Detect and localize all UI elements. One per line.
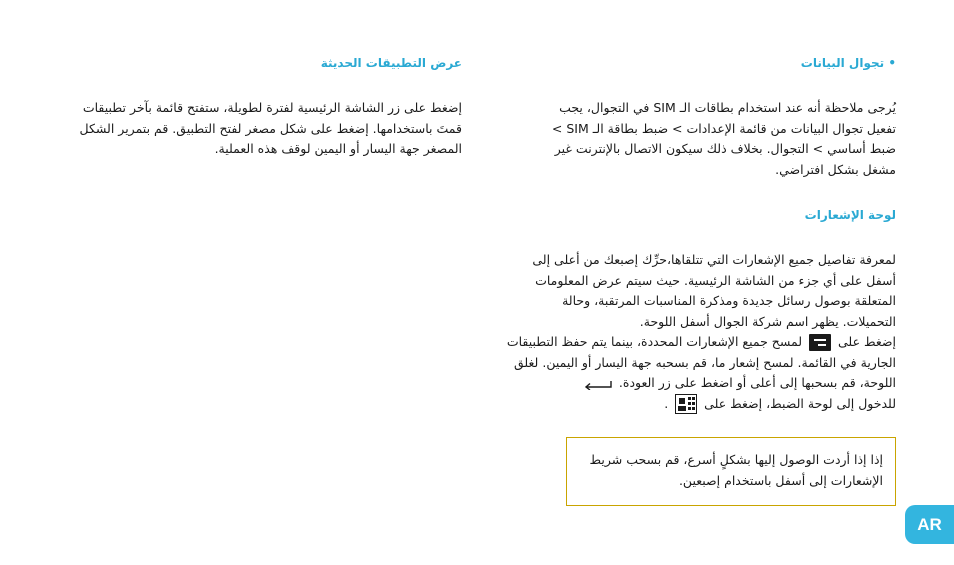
text-line: ضبط أساسي > التجوال. بخلاف ذلك سيكون الاتصال بالإنترنت غير xyxy=(554,141,896,156)
recent-apps-heading: عرض التطبيقات الحديثة xyxy=(320,56,462,70)
text-fragment: إضغط على xyxy=(838,334,896,349)
text-line: يُرجى ملاحظة أنه عند استخدام بطاقات الـ SIM في التجوال، يجب xyxy=(559,100,896,115)
text-line: الجارية في القائمة. لمسح إشعار ما، قم بسحبه جهة اليسار أو اليمين. لغلق xyxy=(513,354,896,370)
right-column xyxy=(500,50,896,414)
recent-apps-text xyxy=(60,98,462,160)
text-fragment: لمسح جميع الإشعارات المحددة، بينما يتم حفظ التطبيقات xyxy=(506,334,803,349)
notification-panel-section xyxy=(500,202,896,414)
back-icon xyxy=(581,378,613,390)
left-column xyxy=(60,50,462,160)
text-line xyxy=(500,394,896,415)
text-fragment: للدخول إلى لوحة الضبط، إضغط على xyxy=(704,395,896,411)
data-roaming-text xyxy=(500,98,896,180)
data-roaming-heading: • تجوال البيانات xyxy=(800,56,896,70)
settings-icon xyxy=(675,394,697,414)
clear-notifications-icon xyxy=(809,334,831,351)
text-line xyxy=(500,332,896,353)
notification-panel-text xyxy=(500,250,896,414)
text-line: أسفل على أي جزء من الشاشة الرئيسية. حيث سيتم عرض المعلومات xyxy=(535,272,896,288)
language-tab: AR xyxy=(905,505,954,544)
text-line: مشغل بشكل افتراضي. xyxy=(775,161,896,177)
note-line: إذا إذا أردت الوصول إليها بشكلٍ أسرع، قم بسحب شريط xyxy=(589,452,883,467)
text-line: المتعلقة بوصول رسائل جديدة ومذكرة المناسبات المرتقبة، وحالة xyxy=(562,293,896,308)
text-fragment: اللوحة، قم بسحبها إلى أعلى أو اضغط على زر العودة. xyxy=(618,375,896,390)
text-line: إضغط على زر الشاشة الرئيسية لفترة لطويلة، ستفتح قائمة بآخر تطبيقات xyxy=(82,100,462,115)
text-line: تفعيل تجوال البيانات من قائمة الإعدادات > ضبط بطاقة الـ SIM > xyxy=(551,120,896,136)
text-line: لمعرفة تفاصيل جميع الإشعارات التي تتلقاها،حرِّك إصبعك من أعلى إلى xyxy=(532,252,896,267)
text-line: المصغر جهة اليسار أو اليمين لوقف هذه العملية. xyxy=(214,141,462,156)
text-line: التحميلات. يظهر اسم شركة الجوال أسفل اللوحة. xyxy=(639,313,896,329)
notification-panel-heading: لوحة الإشعارات xyxy=(804,208,896,222)
text-fragment: . xyxy=(664,395,669,411)
tip-note-box xyxy=(566,437,896,506)
note-line: الإشعارات إلى أسفل باستخدام إصبعين. xyxy=(678,473,883,488)
text-line xyxy=(500,373,896,394)
text-line: قمتَ باستخدامها. إضغط على شكل مصغر لفتح التطبيق. قم بتمرير الشكل xyxy=(79,120,462,136)
